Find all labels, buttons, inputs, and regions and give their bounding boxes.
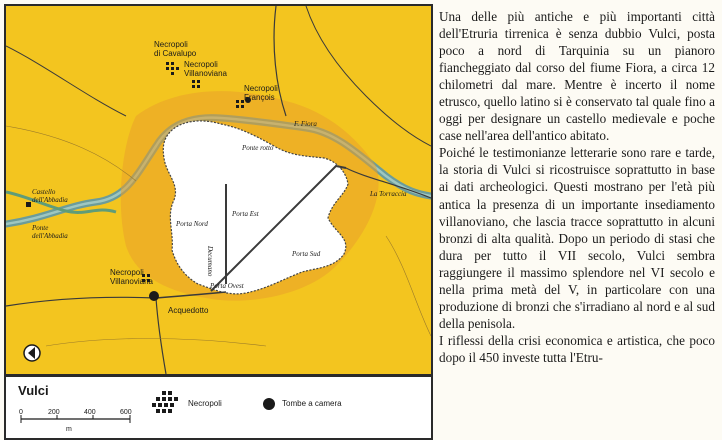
legend-title: Vulci: [18, 383, 49, 398]
article-text: [439, 8, 715, 366]
scale-tick-600: 600: [120, 409, 132, 416]
label-necropoli-cavalupo: Necropoli di Cavalupo: [154, 40, 197, 58]
label-ponte-rotto: Ponte rotto: [242, 144, 274, 152]
label-fiume-fiora: F. Fiora: [294, 120, 317, 128]
label-ponte-abbadia: Ponte dell'Abbadia: [32, 224, 68, 240]
map-legend: [4, 375, 433, 440]
label-necropoli-villanoviana-south: Necropoli Villanoviana: [110, 268, 153, 286]
contour-line-3: [46, 339, 266, 347]
road-south: [156, 298, 166, 374]
scale-unit: m: [66, 426, 72, 433]
scale-tick-0: 0: [19, 409, 23, 416]
scale-tick-400: 400: [84, 409, 96, 416]
label-porta-ovest: Porta Ovest: [210, 282, 244, 290]
article-paragraph-2: Poiché le testimonianze letterarie sono rare e tarde, la storia di Vulci si ricostruisce soprattutto in base ai dati archeologici. Questi mostrano per l'età più antica la presenza di un importante insediamento villanoviano, che lascia tracce soprattutto in alcuni bronzi di alta qualità. Dopo un periodo di stasi che dura per tutto il VII secolo, Vulci sembra raggiungere il massimo splendore nel VI secolo e nella prima metà del V, in particolare con una produzione di bronzi che s'irradiano al nord e al sud della penisola.: [439, 145, 715, 331]
north-arrow-icon: [24, 345, 40, 361]
label-porta-sud: Porta Sud: [292, 250, 321, 258]
road-west: [6, 297, 156, 306]
scale-bar: [20, 415, 132, 429]
road-nw: [6, 46, 126, 116]
necropoli-legend-icon: [152, 391, 182, 417]
castello-marker: [26, 202, 31, 207]
tomba-legend-icon: [262, 397, 276, 411]
label-la-torraccia: La Torraccia: [370, 190, 407, 198]
label-necropoli-francois: Necropoli François: [244, 84, 278, 102]
label-porta-nord: Porta Nord: [176, 220, 208, 228]
contour-line-2: [386, 236, 431, 336]
contour-line-1: [6, 126, 136, 181]
label-porta-est: Porta Est: [232, 210, 259, 218]
article-paragraph-1: Una delle più antiche e più importanti città dell'Etruria tirrenica è senza dubbio Vulci, posta poco a nord di Tarquinia su un pianoro fiancheggiato dal corso del fiume Fiora, a circa 12 chilometri dal mare. Mentre è incerto il nome etrusco, quello latino si è conservato tal quale fino a oggi per designare un castello medievale e poche case nell'area dell'antico abitato.: [439, 9, 715, 144]
map-panel: [4, 4, 433, 376]
label-decumano: Decumano: [206, 246, 214, 277]
label-necropoli-villanoviana-north: Necropoli Villanoviana: [184, 60, 227, 78]
label-acquedotto: Acquedotto: [168, 306, 209, 315]
article-paragraph-3: I riflessi della crisi economica e artistica, che poco dopo il 450 investe tutta l'Etru-: [439, 332, 715, 365]
necropoli-cluster-cavalupo: [166, 62, 179, 75]
necropoli-cluster-villanoviana-n: [192, 80, 200, 88]
tomba-marker-1: [149, 291, 159, 301]
legend-tombe-label: Tombe a camera: [282, 399, 342, 408]
scale-tick-200: 200: [48, 409, 60, 416]
legend-necropoli-label: Necropoli: [188, 399, 222, 408]
label-castello-abbadia: Castello dell'Abbadia: [32, 188, 68, 204]
